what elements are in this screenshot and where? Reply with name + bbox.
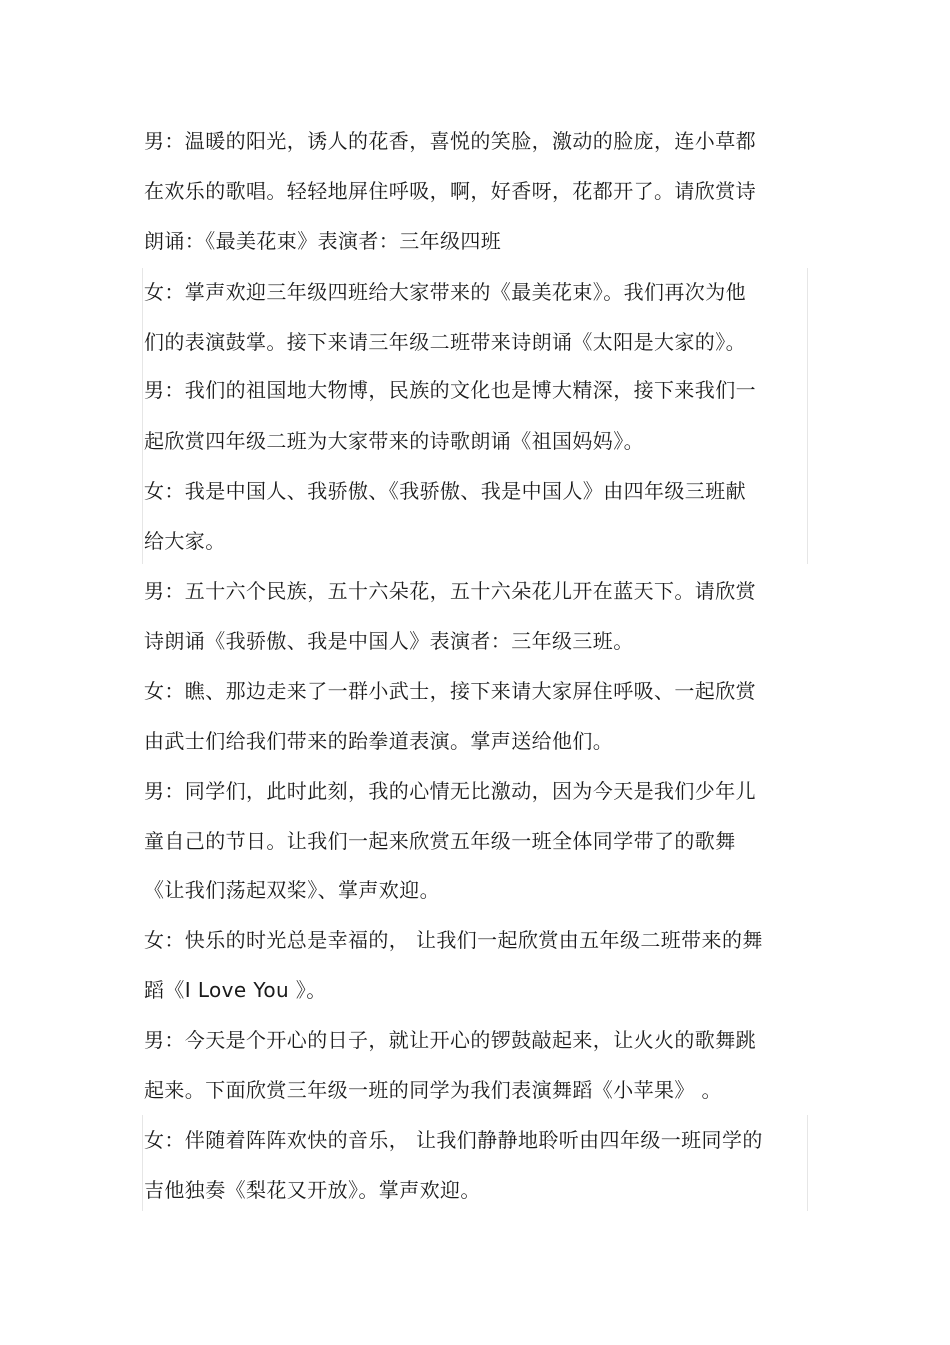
text-line: 男：我们的祖国地大物博，民族的文化也是博大精深，接下来我们一 xyxy=(144,378,756,402)
text-line: 女：快乐的时光总是幸福的， 让我们一起欣赏由五年级二班带来的舞 xyxy=(144,928,763,952)
text-line: 《让我们荡起双桨》、掌声欢迎。 xyxy=(144,878,440,902)
text-line: 在欢乐的歌唱。轻轻地屏住呼吸，啊，好香呀，花都开了。请欣赏诗 xyxy=(144,179,756,203)
text-line: 男：温暖的阳光，诱人的花香，喜悦的笑脸，激动的脸庞，连小草都 xyxy=(144,129,756,153)
text-line: 男：五十六个民族，五十六朵花，五十六朵花儿开在蓝天下。请欣赏 xyxy=(144,579,756,603)
margin-rule-left-upper xyxy=(142,268,143,564)
text-line: 起来。下面欣赏三年级一班的同学为我们表演舞蹈《小苹果》 。 xyxy=(144,1078,722,1102)
text-line: 给大家。 xyxy=(144,529,226,553)
text-line: 朗诵：《最美花束》表演者：三年级四班 xyxy=(144,229,502,253)
margin-rule-right-lower xyxy=(807,1115,808,1211)
text-line: 蹈《I Love You 》。 xyxy=(144,978,327,1002)
text-line: 女：伴随着阵阵欢快的音乐， 让我们静静地聆听由四年级一班同学的 xyxy=(144,1128,763,1152)
text-line: 女：我是中国人、我骄傲、《我骄傲、我是中国人》由四年级三班献 xyxy=(144,479,746,503)
text-line: 由武士们给我们带来的跆拳道表演。掌声送给他们。 xyxy=(144,729,614,753)
text-line: 起欣赏四年级二班为大家带来的诗歌朗诵《祖国妈妈》。 xyxy=(144,429,644,453)
text-line: 女：掌声欢迎三年级四班给大家带来的《最美花束》。我们再次为他 xyxy=(144,280,746,304)
text-line: 女：瞧、那边走来了一群小武士，接下来请大家屏住呼吸、一起欣赏 xyxy=(144,679,756,703)
text-line: 吉他独奏《梨花又开放》。掌声欢迎。 xyxy=(144,1178,481,1202)
text-line: 诗朗诵《我骄傲、我是中国人》表演者：三年级三班。 xyxy=(144,629,634,653)
margin-rule-left-lower xyxy=(142,1115,143,1211)
text-line: 男：同学们，此时此刻，我的心情无比激动，因为今天是我们少年儿 xyxy=(144,779,756,803)
text-line: 男：今天是个开心的日子，就让开心的锣鼓敲起来，让火火的歌舞跳 xyxy=(144,1028,756,1052)
text-line: 们的表演鼓掌。接下来请三年级二班带来诗朗诵《太阳是大家的》。 xyxy=(144,330,746,354)
margin-rule-right-upper xyxy=(807,268,808,564)
text-line: 童自己的节日。让我们一起来欣赏五年级一班全体同学带了的歌舞 xyxy=(144,829,736,853)
